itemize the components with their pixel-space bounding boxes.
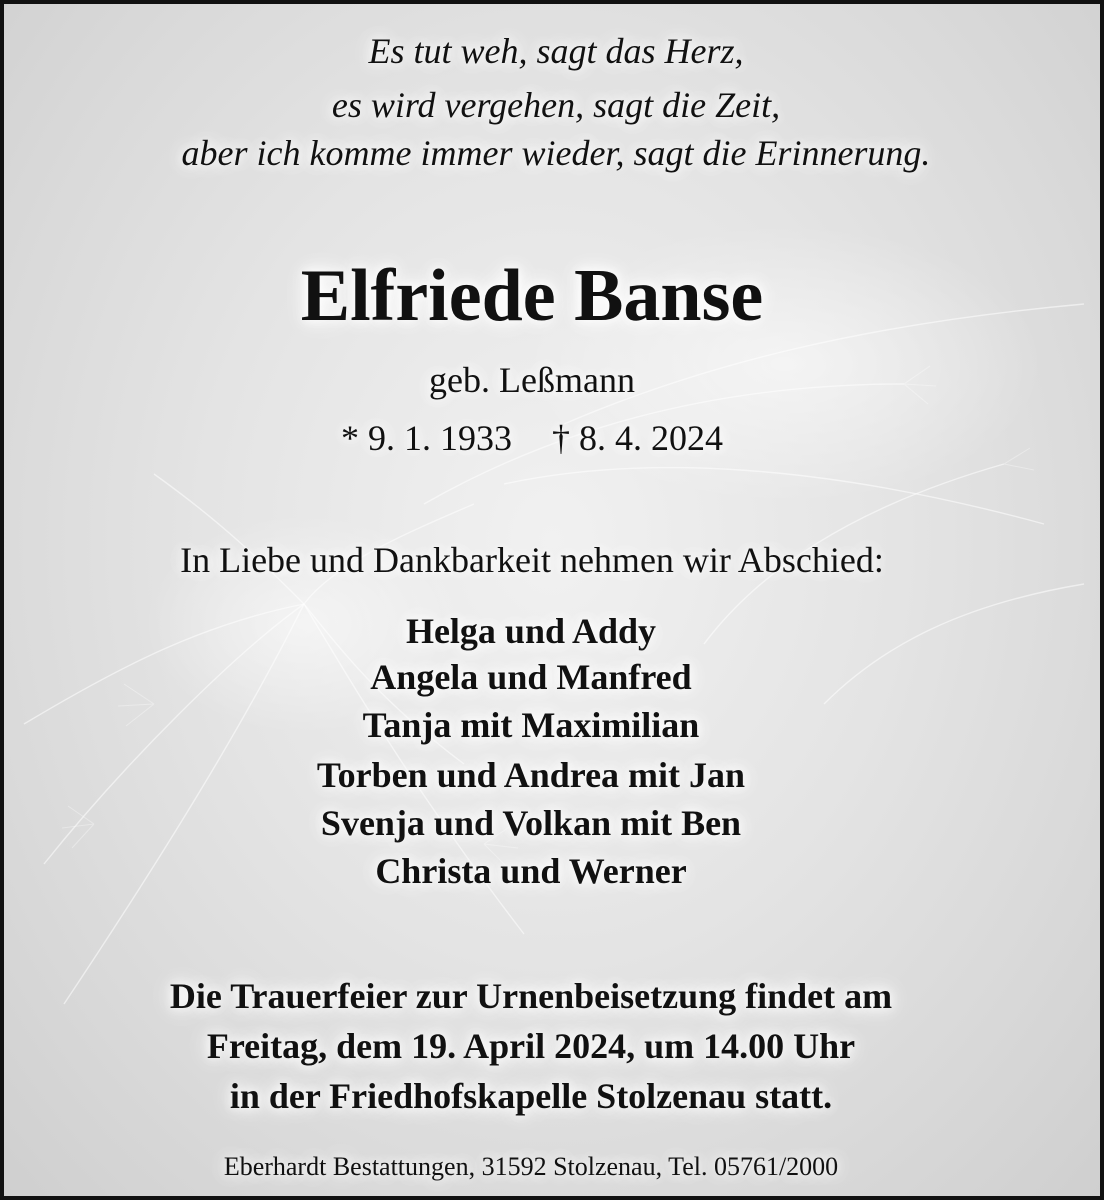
deceased-name: Elfriede Banse bbox=[300, 255, 764, 337]
maiden-name: geb. Leßmann bbox=[429, 360, 635, 400]
ceremony-line-1: Die Trauerfeier zur Urnenbeisetzung findet am bbox=[169, 976, 893, 1016]
family-member: Angela und Manfred bbox=[370, 657, 692, 697]
quote-line-2: es wird vergehen, sagt die Zeit, bbox=[331, 85, 781, 125]
ceremony-line-3: in der Friedhofskapelle Stolzenau statt. bbox=[229, 1076, 833, 1116]
farewell-intro: In Liebe und Dankbarkeit nehmen wir Abschied: bbox=[180, 540, 884, 580]
family-member: Christa und Werner bbox=[375, 851, 687, 891]
quote-line-3: aber ich komme immer wieder, sagt die Erinnerung. bbox=[181, 133, 931, 173]
death-date: † 8. 4. 2024 bbox=[552, 418, 723, 458]
family-member: Torben und Andrea mit Jan bbox=[316, 755, 746, 795]
family-member: Svenja und Volkan mit Ben bbox=[320, 803, 742, 843]
ceremony-line-2: Freitag, dem 19. April 2024, um 14.00 Uhr bbox=[206, 1026, 856, 1066]
life-dates bbox=[0, 417, 1084, 459]
birth-date: * 9. 1. 1933 bbox=[341, 418, 512, 458]
family-member: Tanja mit Maximilian bbox=[362, 705, 700, 745]
family-member: Helga und Addy bbox=[405, 611, 657, 651]
funeral-home-footer: Eberhardt Bestattungen, 31592 Stolzenau, Tel. 05761/2000 bbox=[223, 1152, 839, 1181]
quote-line-1: Es tut weh, sagt das Herz, bbox=[368, 31, 744, 71]
